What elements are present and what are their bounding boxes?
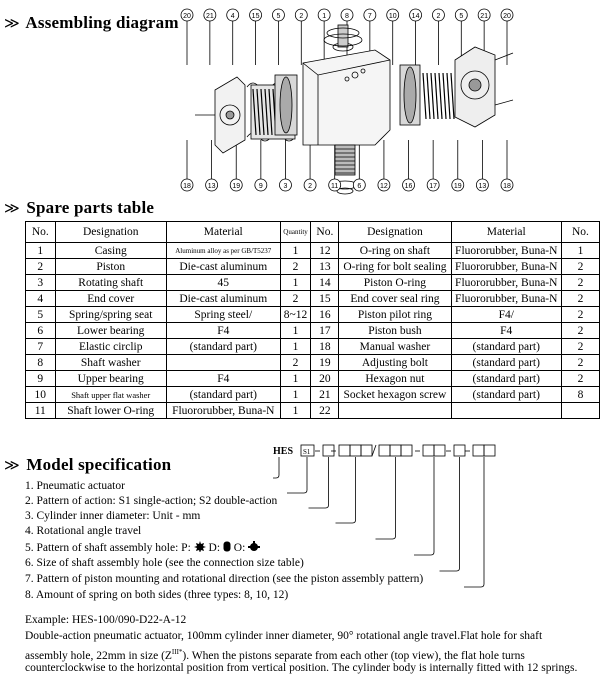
spare-title: Spare parts table bbox=[26, 198, 155, 217]
table-cell: 2 bbox=[561, 339, 599, 355]
table-cell: 1 bbox=[280, 371, 311, 387]
table-cell: F4/ bbox=[451, 307, 561, 323]
chevron-icon: ≫ bbox=[4, 458, 20, 474]
table-row bbox=[26, 323, 600, 339]
table-cell: Elastic circlip bbox=[55, 339, 166, 355]
model-code-s-label: S1 bbox=[303, 448, 311, 456]
table-cell: 15 bbox=[311, 291, 339, 307]
callout-label: 10 bbox=[388, 13, 397, 20]
spec-line-5 bbox=[25, 541, 260, 554]
table-cell: (standard part) bbox=[451, 339, 561, 355]
col-material-2: Material bbox=[451, 222, 561, 243]
col-no-3: No. bbox=[561, 222, 599, 243]
table-row bbox=[26, 307, 600, 323]
table-row bbox=[26, 259, 600, 275]
callout-label: 21 bbox=[480, 13, 489, 20]
spec-line-1: 1. Pneumatic actuator bbox=[25, 480, 125, 492]
table-cell: F4 bbox=[166, 371, 280, 387]
table-row bbox=[26, 387, 600, 403]
assembly-diagram bbox=[175, 5, 520, 195]
table-cell: 3 bbox=[26, 275, 56, 291]
table-cell: 2 bbox=[26, 259, 56, 275]
table-cell: 9 bbox=[26, 371, 56, 387]
chevron-icon: ≫ bbox=[4, 201, 20, 217]
table-cell: Shaft lower O-ring bbox=[55, 403, 166, 419]
table-cell: O-ring for bolt sealing bbox=[339, 259, 451, 275]
table-cell: 2 bbox=[561, 291, 599, 307]
table-cell bbox=[451, 403, 561, 419]
callout-label: 2 bbox=[436, 13, 441, 20]
spec-line-8: 8. Amount of spring on both sides (three types: 8, 10, 12) bbox=[25, 589, 289, 601]
table-cell: Die-cast aluminum bbox=[166, 291, 280, 307]
col-quantity: Quantity bbox=[280, 222, 311, 243]
table-cell: Adjusting bolt bbox=[339, 355, 451, 371]
table-cell: 1 bbox=[561, 243, 599, 259]
model-heading bbox=[4, 455, 171, 475]
key-hole-icon bbox=[248, 541, 260, 552]
spare-parts-table bbox=[25, 221, 600, 419]
table-cell: 1 bbox=[280, 275, 311, 291]
table-cell: Piston bbox=[55, 259, 166, 275]
table-cell: 19 bbox=[311, 355, 339, 371]
table-cell: End cover seal ring bbox=[339, 291, 451, 307]
callout-label: 18 bbox=[503, 183, 511, 190]
assembling-heading bbox=[4, 13, 179, 33]
col-no-2: No. bbox=[311, 222, 339, 243]
table-cell: 1 bbox=[280, 403, 311, 419]
shaft-hole-o-label: O: bbox=[233, 542, 246, 554]
callout-label: 8 bbox=[345, 13, 349, 20]
table-cell: O-ring on shaft bbox=[339, 243, 451, 259]
table-cell: 2 bbox=[561, 323, 599, 339]
table-cell: (standard part) bbox=[451, 371, 561, 387]
callout-label: 6 bbox=[357, 183, 362, 190]
assembling-title: Assembling diagram bbox=[25, 13, 179, 32]
table-cell: 1 bbox=[280, 243, 311, 259]
table-cell: 10 bbox=[26, 387, 56, 403]
table-cell: 8~12 bbox=[280, 307, 311, 323]
table-cell: Piston pilot ring bbox=[339, 307, 451, 323]
callout-label: 19 bbox=[453, 183, 462, 190]
table-cell: 7 bbox=[26, 339, 56, 355]
col-no: No. bbox=[26, 222, 56, 243]
shaft-hole-d-label: D: bbox=[208, 542, 221, 554]
model-title: Model specification bbox=[26, 455, 172, 474]
table-cell: 8 bbox=[561, 387, 599, 403]
chevron-icon: ≫ bbox=[4, 16, 20, 32]
spec-line-3: 3. Cylinder inner diameter: Unit - mm bbox=[25, 510, 201, 522]
example-line-1: Double-action pneumatic actuator, 100mm cylinder inner diameter, 90° rotational angle travel.Flat hole for shaft bbox=[25, 630, 543, 642]
callout-label: 21 bbox=[205, 13, 214, 20]
table-cell: 1 bbox=[280, 339, 311, 355]
callout-label: 14 bbox=[411, 13, 420, 20]
table-cell: Fluororubber, Buna-N bbox=[451, 243, 561, 259]
table-cell: 11 bbox=[26, 403, 56, 419]
table-cell: Fluororubber, Buna-N bbox=[451, 291, 561, 307]
callout-label: 9 bbox=[258, 183, 263, 190]
table-cell: Upper bearing bbox=[55, 371, 166, 387]
callout-label: 18 bbox=[183, 183, 191, 190]
table-cell: Shaft washer bbox=[55, 355, 166, 371]
callout-label: 11 bbox=[331, 183, 339, 190]
spare-heading bbox=[4, 198, 154, 218]
table-cell: Socket hexagon screw bbox=[339, 387, 451, 403]
table-cell: 2 bbox=[561, 275, 599, 291]
callout-label: 5 bbox=[276, 13, 281, 20]
gear-hole-icon bbox=[194, 541, 206, 552]
callout-label: 12 bbox=[380, 183, 388, 190]
callout-label: 2 bbox=[308, 183, 313, 190]
table-cell: Manual washer bbox=[339, 339, 451, 355]
spec-line-4: 4. Rotational angle travel bbox=[25, 525, 142, 537]
table-cell: 18 bbox=[311, 339, 339, 355]
callout-label: 13 bbox=[478, 183, 487, 190]
col-material: Material bbox=[166, 222, 280, 243]
table-cell: 2 bbox=[561, 307, 599, 323]
spec-line-2: 2. Pattern of action: S1 single-action; S2 double-action bbox=[25, 495, 278, 507]
spec-line-5-text: 5. Pattern of shaft assembly hole: P: bbox=[25, 542, 191, 554]
example-title: Example: HES-100/090-D22-A-12 bbox=[25, 614, 187, 626]
table-cell bbox=[339, 403, 451, 419]
table-cell: (standard part) bbox=[166, 387, 280, 403]
table-cell: 4 bbox=[26, 291, 56, 307]
callout-label: 3 bbox=[283, 183, 288, 190]
table-cell: Casing bbox=[55, 243, 166, 259]
example-line-2-sup: III* bbox=[171, 648, 183, 656]
callout-label: 7 bbox=[367, 13, 372, 20]
table-cell: 2 bbox=[280, 355, 311, 371]
table-cell: 20 bbox=[311, 371, 339, 387]
model-code-prefix: HES bbox=[273, 446, 294, 457]
table-cell: 17 bbox=[311, 323, 339, 339]
table-row bbox=[26, 339, 600, 355]
table-cell bbox=[166, 355, 280, 371]
table-cell: 2 bbox=[561, 259, 599, 275]
callout-label: 19 bbox=[232, 183, 241, 190]
table-cell: 22 bbox=[311, 403, 339, 419]
callout-label: 20 bbox=[183, 13, 191, 20]
callout-label: 2 bbox=[299, 13, 304, 20]
table-cell: Rotating shaft bbox=[55, 275, 166, 291]
table-cell: Fluororubber, Buna-N bbox=[451, 259, 561, 275]
callout-label: 16 bbox=[404, 183, 413, 190]
table-cell: Fluororubber, Buna-N bbox=[166, 403, 280, 419]
flat-hole-icon bbox=[223, 541, 231, 552]
table-cell: Piston O-ring bbox=[339, 275, 451, 291]
table-cell: Lower bearing bbox=[55, 323, 166, 339]
table-cell: 1 bbox=[280, 387, 311, 403]
spec-line-6: 6. Size of shaft assembly hole (see the connection size table) bbox=[25, 557, 304, 569]
table-cell: F4 bbox=[166, 323, 280, 339]
col-designation-2: Designation bbox=[339, 222, 451, 243]
callout-label: 17 bbox=[429, 183, 438, 190]
example-line-2b: ). When the pistons separate from each other (top view), the flat hole turns bbox=[182, 649, 525, 662]
table-row bbox=[26, 291, 600, 307]
table-cell: 14 bbox=[311, 275, 339, 291]
table-cell: Shaft upper flat washer bbox=[55, 387, 166, 403]
table-row bbox=[26, 243, 600, 259]
table-row bbox=[26, 355, 600, 371]
table-cell: Die-cast aluminum bbox=[166, 259, 280, 275]
table-cell: Piston bush bbox=[339, 323, 451, 339]
col-designation: Designation bbox=[55, 222, 166, 243]
table-cell: End cover bbox=[55, 291, 166, 307]
table-cell: 6 bbox=[26, 323, 56, 339]
callout-label: 15 bbox=[251, 13, 260, 20]
table-cell: Hexagon nut bbox=[339, 371, 451, 387]
table-cell: 2 bbox=[561, 355, 599, 371]
table-cell: 1 bbox=[280, 323, 311, 339]
example-line-3: counterclockwise to the horizontal position from vertical position. The cylinder body is internally fitted with 12 springs. bbox=[25, 662, 578, 674]
spec-line-7: 7. Pattern of piston mounting and rotational direction (see the piston assembly pattern) bbox=[25, 573, 424, 585]
table-cell: (standard part) bbox=[451, 387, 561, 403]
callout-label: 4 bbox=[230, 13, 235, 20]
table-cell: 21 bbox=[311, 387, 339, 403]
table-cell: 13 bbox=[311, 259, 339, 275]
example-line-2a: assembly hole, 22mm in size (Z bbox=[25, 649, 172, 662]
callout-label: 5 bbox=[459, 13, 464, 20]
table-cell: 1 bbox=[26, 243, 56, 259]
table-cell: Spring steel/ bbox=[166, 307, 280, 323]
table-cell: Fluororubber, Buna-N bbox=[451, 275, 561, 291]
table-cell: 2 bbox=[280, 291, 311, 307]
table-header-row bbox=[26, 222, 600, 243]
table-cell bbox=[561, 403, 599, 419]
table-cell: 2 bbox=[561, 371, 599, 387]
table-cell: 16 bbox=[311, 307, 339, 323]
callout-label: 1 bbox=[322, 13, 327, 20]
table-cell: 2 bbox=[280, 259, 311, 275]
table-cell: Aluminum alloy as per GB/T5237 bbox=[166, 243, 280, 259]
table-cell: (standard part) bbox=[451, 355, 561, 371]
table-cell: Spring/spring seat bbox=[55, 307, 166, 323]
table-cell: (standard part) bbox=[166, 339, 280, 355]
table-cell: 45 bbox=[166, 275, 280, 291]
table-row bbox=[26, 403, 600, 419]
table-cell: 12 bbox=[311, 243, 339, 259]
callout-label: 20 bbox=[503, 13, 511, 20]
table-cell: F4 bbox=[451, 323, 561, 339]
table-row bbox=[26, 275, 600, 291]
callout-label: 13 bbox=[207, 183, 216, 190]
table-cell: 8 bbox=[26, 355, 56, 371]
table-cell: 5 bbox=[26, 307, 56, 323]
table-row bbox=[26, 371, 600, 387]
